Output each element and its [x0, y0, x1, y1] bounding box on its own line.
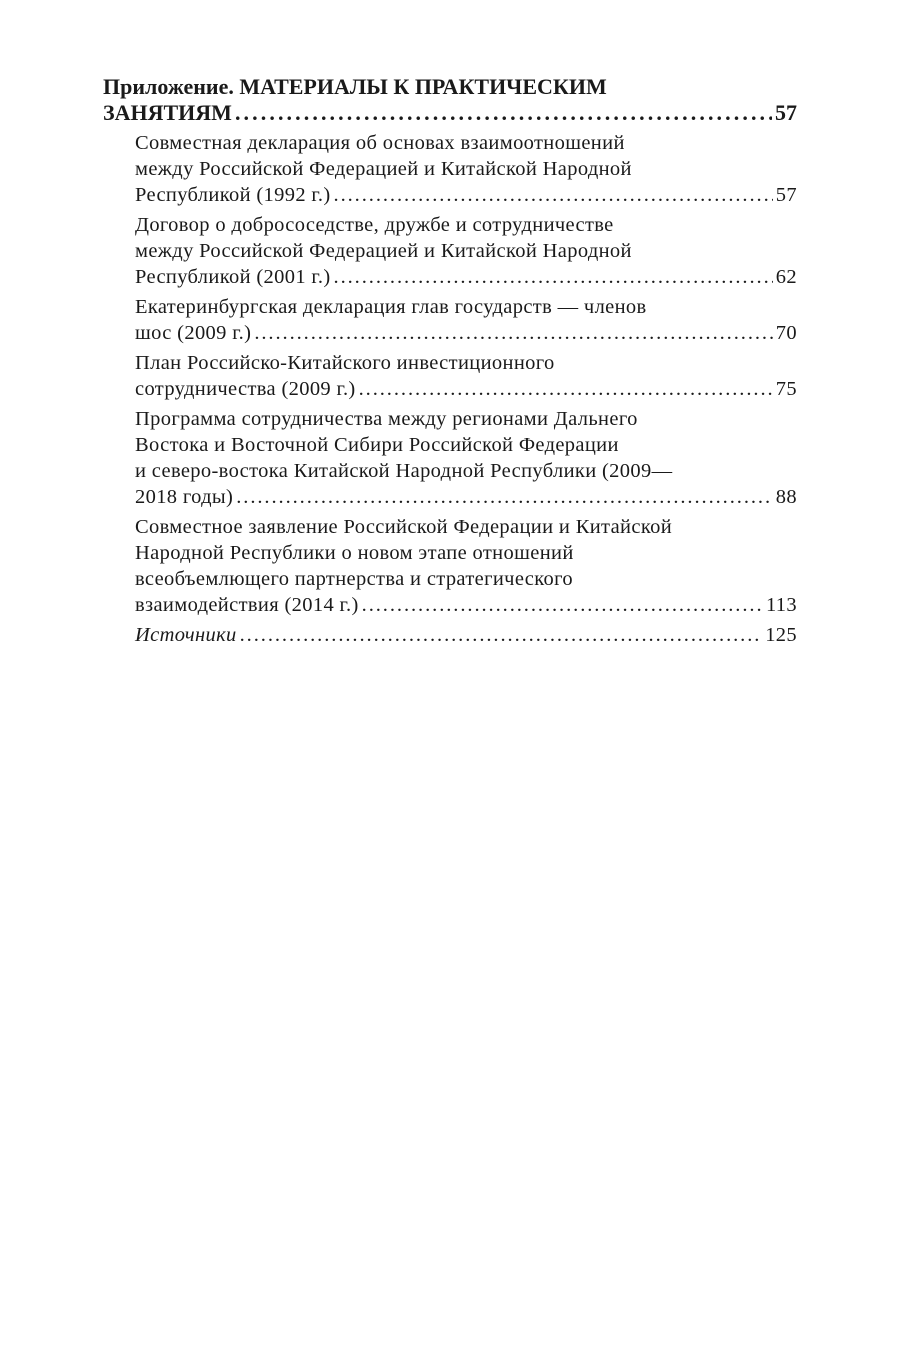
entry-title-line: всеобъемлющего партнерства и стратегического [135, 568, 573, 590]
toc-line [135, 622, 797, 648]
entry-title-line: сотрудничества (2009 г.) [135, 378, 356, 400]
dot-leader [359, 376, 773, 402]
page-number: 75 [775, 378, 797, 400]
toc-line [135, 376, 797, 402]
entry-title-line: Народной Республики о новом этапе отношений [135, 542, 574, 564]
page-number: 57 [775, 184, 797, 206]
entry-title-line: Совместное заявление Российской Федерации и Китайской [135, 516, 673, 538]
toc-line [135, 458, 797, 484]
entry-title-line: между Российской Федерацией и Китайской Народной [135, 158, 632, 180]
entry-title-line: Программа сотрудничества между регионами Дальнего [135, 408, 638, 430]
dot-leader [334, 264, 773, 290]
toc-entry[interactable] [103, 622, 797, 648]
toc-line [135, 514, 797, 540]
entry-title-line: 2018 годы) [135, 486, 234, 508]
toc-line [135, 484, 797, 510]
entry-title-line: Источники [135, 624, 237, 646]
toc-line [103, 100, 797, 126]
page-number: 113 [765, 594, 797, 616]
page-number: 62 [775, 266, 797, 288]
toc-line [135, 350, 797, 376]
page-number: 125 [765, 624, 797, 646]
entry-title-line: шос (2009 г.) [135, 322, 252, 344]
entry-title-line: План Российско-Китайского инвестиционного [135, 352, 555, 374]
dot-leader [334, 182, 773, 208]
entry-title-line: и северо-востока Китайской Народной Республики (2009— [135, 460, 673, 482]
dot-leader [254, 320, 772, 346]
toc-line [135, 540, 797, 566]
toc-line [135, 238, 797, 264]
entry-title-line: Востока и Восточной Сибири Российской Федерации [135, 434, 619, 456]
toc-line [135, 406, 797, 432]
dot-leader [235, 100, 772, 126]
toc-line [135, 156, 797, 182]
section-title-line-1: Приложение. МАТЕРИАЛЫ К ПРАКТИЧЕСКИМ [103, 74, 607, 99]
entry-title-line: Республикой (2001 г.) [135, 266, 331, 288]
toc-line [135, 182, 797, 208]
dot-leader [362, 592, 763, 618]
toc-line [135, 212, 797, 238]
section-title-line-2: ЗАНЯТИЯМ [103, 100, 232, 125]
toc-line [135, 130, 797, 156]
toc-entry[interactable] [103, 212, 797, 290]
toc-entries [103, 130, 797, 648]
toc-entry[interactable] [103, 350, 797, 402]
entry-title-line: взаимодействия (2014 г.) [135, 594, 359, 616]
toc-section-appendix[interactable] [103, 74, 797, 126]
page-number: 57 [775, 100, 797, 125]
page-number: 88 [775, 486, 797, 508]
dot-leader [236, 484, 773, 510]
entry-title-line: Совместная декларация об основах взаимоотношений [135, 132, 625, 154]
toc-entry[interactable] [103, 514, 797, 618]
toc-entry[interactable] [103, 406, 797, 510]
toc-entry[interactable] [103, 294, 797, 346]
toc-line [135, 566, 797, 592]
toc-line [135, 432, 797, 458]
toc-line [135, 294, 797, 320]
toc-line [103, 74, 797, 100]
toc-entry[interactable] [103, 130, 797, 208]
entry-title-line: Республикой (1992 г.) [135, 184, 331, 206]
toc-line [135, 264, 797, 290]
toc-line [135, 320, 797, 346]
page-number: 70 [775, 322, 797, 344]
entry-title-line: между Российской Федерацией и Китайской Народной [135, 240, 632, 262]
toc-line [135, 592, 797, 618]
entry-title-line: Договор о добрососедстве, дружбе и сотрудничестве [135, 214, 614, 236]
table-of-contents [103, 74, 797, 648]
entry-title-line: Екатеринбургская декларация глав государств — членов [135, 296, 647, 318]
dot-leader [240, 622, 763, 648]
